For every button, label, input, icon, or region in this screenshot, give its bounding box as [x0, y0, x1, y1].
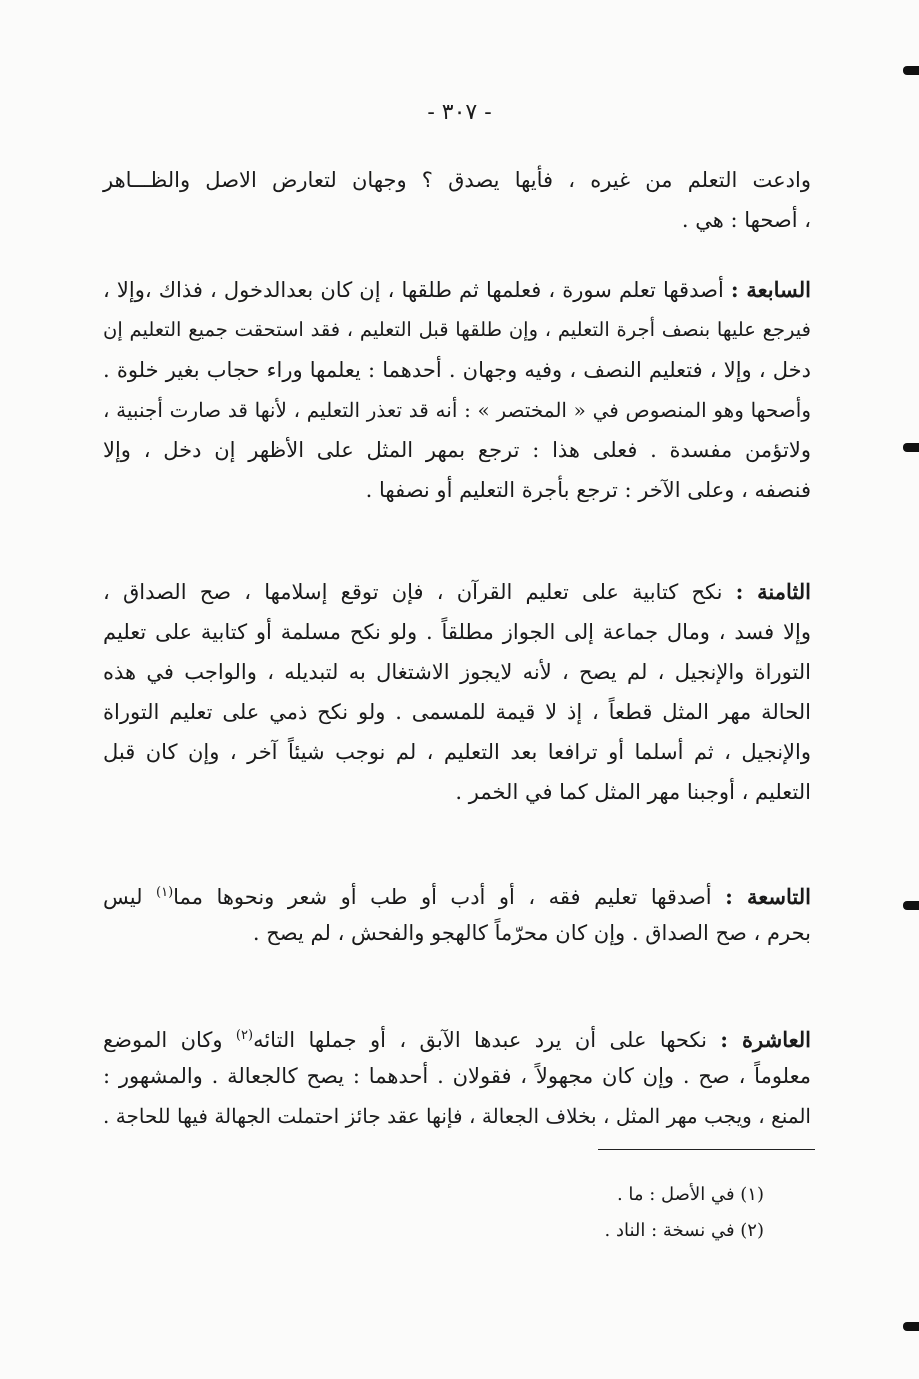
- text-run: أصدقها تعليم فقه ، أو أدب أو طب أو شعر ونحوها مما: [173, 885, 726, 909]
- scan-edge-mark: [903, 66, 919, 75]
- paragraph-continuation: [103, 160, 811, 240]
- text-line: التعليم ، أوجبنا مهر المثل كما في الخمر .: [455, 780, 811, 804]
- text-line: التوراة والإنجيل ، لم يصح ، لأنه لايجوز الاشتغال به لتبديله ، والواجب في هذه: [103, 660, 811, 684]
- paragraph-eighth: [103, 572, 811, 812]
- section-heading: التاسعة :: [725, 884, 811, 909]
- text-run: أصدقها تعلم سورة ، فعلمها ثم طلقها ، إن كان بعدالدخول ، فذاك ،وإلا ،: [103, 278, 731, 302]
- text-line: وإلا فسد ، ومال جماعة إلى الجواز مطلقاً . ولو نكح مسلمة أو كتابية على تعليم: [103, 620, 811, 644]
- text-line: [103, 873, 811, 913]
- paragraph-ninth: [103, 873, 811, 953]
- text-line: الحالة مهر المثل قطعاً ، إذ لا قيمة للمسمى . ولو نكح ذمي على تعليم التوراة: [103, 700, 811, 724]
- text-line: معلوماً ، صح . وإن كان مجهولاً ، فقولان . أحدهما : يصح كالجعالة . والمشهور :: [103, 1064, 811, 1088]
- text-run: ليس: [103, 885, 157, 909]
- text-line: ، أصحها : هي .: [681, 208, 811, 232]
- text-line: فيرجع عليها بنصف أجرة التعليم ، وإن طلقها قبل التعليم ، فقد استحقت جميع التعليم إن: [103, 318, 811, 341]
- paragraph-seventh: [103, 270, 811, 510]
- text-line: وأصحها وهو المنصوص في « المختصر » : أنه قد تعذر التعليم ، لأنها قد صارت أجنبية ،: [103, 398, 811, 422]
- text-line: [103, 1016, 811, 1056]
- text-line: والإنجيل ، ثم أسلما أو ترافعا بعد التعليم ، لم نوجب شيئاً آخر ، وإن كان قبل: [103, 740, 811, 764]
- text-line: المنع ، ويجب مهر المثل ، بخلاف الجعالة ، فإنها عقد جائز احتملت الجهالة فيها للحاجة .: [103, 1104, 811, 1128]
- text-line: [103, 572, 811, 612]
- text-line: بحرم ، صح الصداق . وإن كان محرّماً كالهجو والفحش ، لم يصح .: [252, 921, 811, 945]
- footnotes: [605, 1177, 764, 1249]
- footnote-item: (٢) في نسخة : الناد .: [604, 1220, 764, 1241]
- text-run: وكان الموضع: [103, 1028, 236, 1052]
- footnote-reference: (١): [156, 885, 174, 900]
- section-heading: الثامنة :: [735, 579, 811, 604]
- section-heading: العاشرة :: [720, 1027, 811, 1052]
- text-line: [103, 270, 811, 310]
- footnote-divider: [598, 1149, 815, 1150]
- page-number: - ٣٠٧ -: [427, 100, 492, 125]
- scan-edge-mark: [903, 1322, 919, 1331]
- footnote-item: (١) في الأصل : ما .: [616, 1184, 764, 1205]
- scan-edge-mark: [903, 901, 919, 910]
- text-run: نكح كتابية على تعليم القرآن ، فإن توقع إسلامها ، صح الصداق ،: [103, 580, 736, 604]
- text-line: دخل ، وإلا ، فتعليم النصف ، وفيه وجهان . أحدهما : يعلمها وراء حجاب بغير خلوة .: [103, 358, 811, 382]
- section-heading: السابعة :: [730, 277, 812, 302]
- paragraph-tenth: [103, 1016, 811, 1136]
- text-line: وادعت التعلم من غيره ، فأيها يصدق ؟ وجهان لتعارض الاصل والظـــاهر: [103, 168, 811, 192]
- scan-edge-mark: [903, 443, 919, 452]
- text-run: نكحها على أن يرد عبدها الآبق ، أو جملها التائه: [253, 1028, 721, 1052]
- text-line: ولاتؤمن مفسدة . فعلى هذا : ترجع بمهر المثل على الأظهر إن دخل ، وإلا: [103, 438, 811, 462]
- footnote-reference: (٢): [235, 1028, 254, 1043]
- text-line: فنصفه ، وعلى الآخر : ترجع بأجرة التعليم أو نصفها .: [365, 478, 811, 502]
